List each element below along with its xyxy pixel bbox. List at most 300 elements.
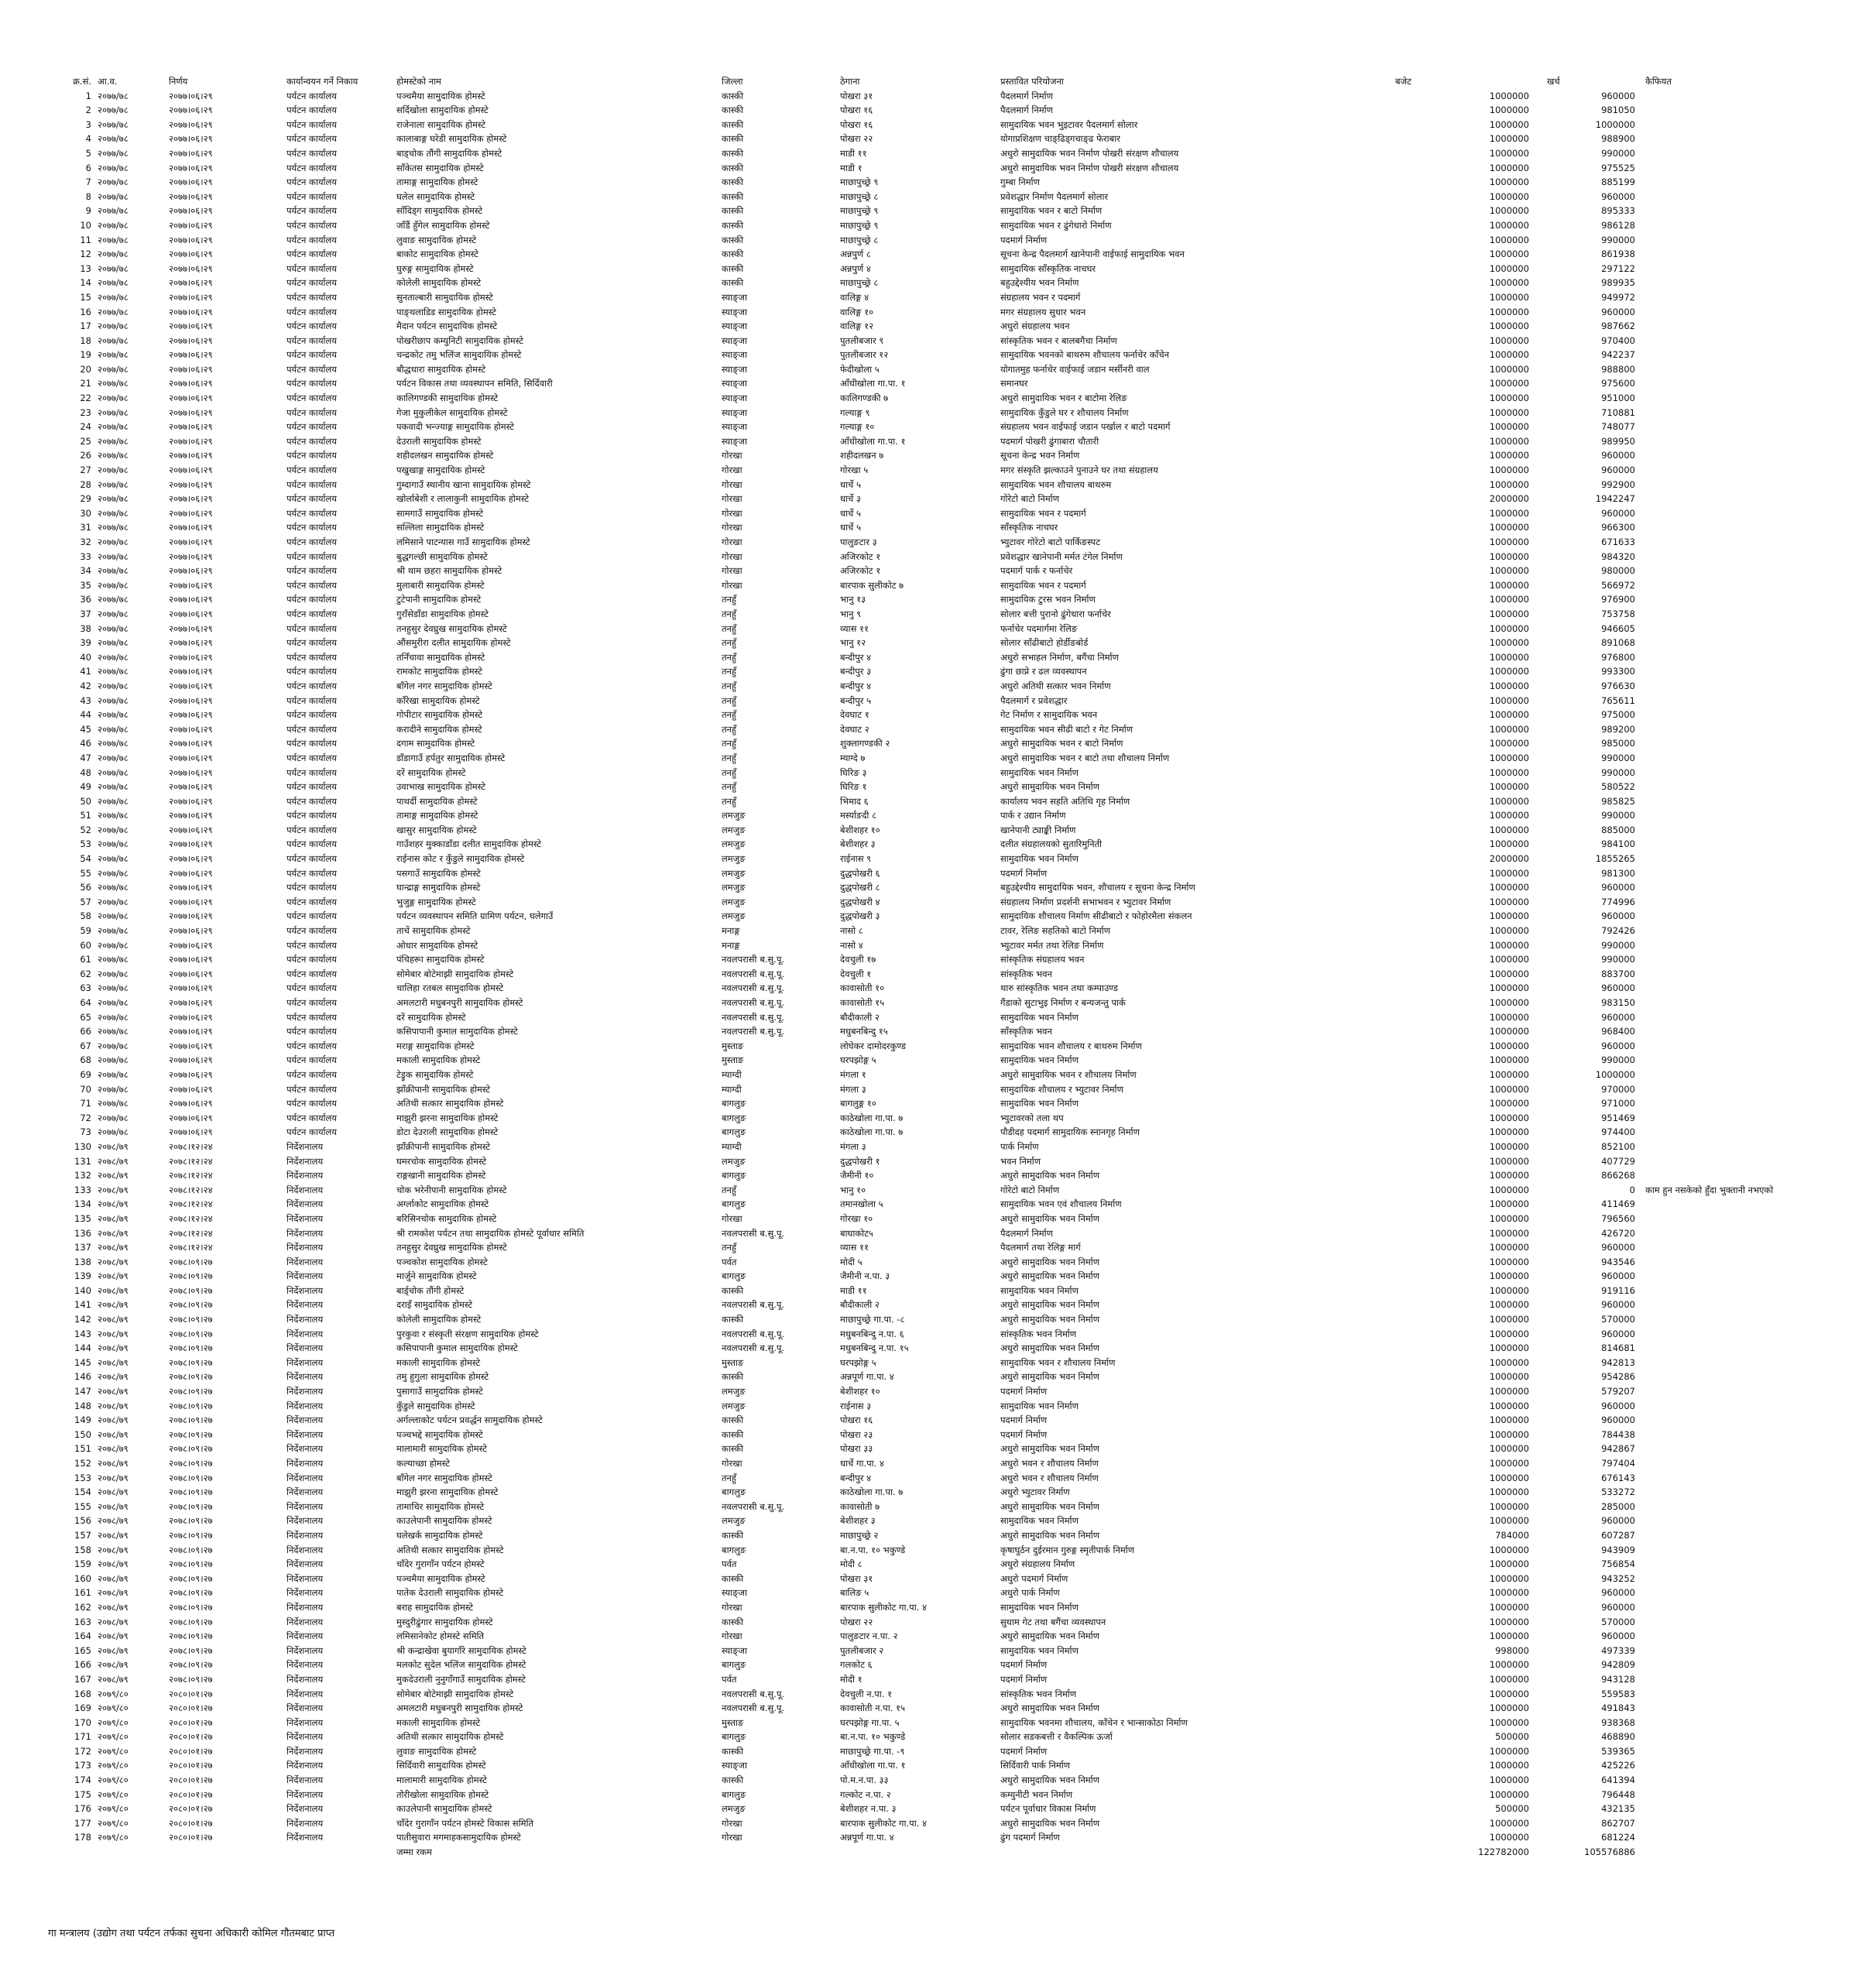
cell-homestay-name: कुँडुले सामुदायिक होमस्टे [396, 1400, 475, 1411]
cell-address: बन्दीपुर ४ [840, 1472, 872, 1483]
cell-fiscal-year: २०७७/७८ [98, 579, 129, 591]
cell-fiscal-year: २०७७/७८ [98, 968, 129, 979]
cell-fiscal-year: २०७७/७८ [98, 982, 129, 994]
cell-implementing-agency: पर्यटन कार्यालय [286, 968, 337, 979]
cell-fiscal-year: २०७७/७८ [98, 234, 129, 245]
cell-project: योगाप्रशिक्षण चाङ्ढिड्गचाङ्ढ फेराबार [1000, 133, 1120, 145]
cell-project: अधुरो सामुदायिक भवन निर्माण [1000, 1443, 1100, 1455]
cell-fiscal-year: २०७७/७८ [98, 882, 129, 893]
cell-budget: 1000000 [1489, 1775, 1529, 1786]
cell-district: तनहुँ [722, 795, 737, 807]
cell-fiscal-year: २०७८/७९ [98, 1559, 129, 1570]
table-row [46, 434, 1827, 449]
cell-decision-date: २०७७।०६।२९ [169, 90, 213, 101]
cell-district: कास्की [722, 190, 744, 202]
cell-implementing-agency: पर्यटन कार्यालय [286, 723, 337, 735]
cell-fiscal-year: २०७८/७९ [98, 1572, 129, 1584]
cell-implementing-agency: निर्देशनालय [286, 1601, 324, 1613]
cell-homestay-name: अमलटारी मधुबनपुरी सामुदायिक होमस्टे [396, 1703, 523, 1714]
cell-project: सांस्कृतिक संग्रहालय भवन [1000, 954, 1085, 965]
cell-fiscal-year: २०७७/७८ [98, 1054, 129, 1066]
cell-project: अधुरो सामुदायिक भवन र बाटोमा रेलिङ [1000, 393, 1127, 404]
cell-address: गल्याङ्ग १० [840, 421, 875, 433]
cell-homestay-name: पकवादी भन्ज्याङ्ग सामुदायिक होमस्टे [396, 421, 514, 433]
cell-address: धार्चे गा.पा. ४ [840, 1458, 884, 1469]
table-row [46, 981, 1827, 996]
cell-project: मगर संग्रहालय सुधार भवन [1000, 306, 1086, 317]
table-row [46, 1140, 1827, 1154]
cell-budget: 1000000 [1489, 766, 1529, 778]
cell-address: बालिङ ५ [840, 1587, 869, 1599]
table-row [46, 305, 1827, 320]
cell-address: माछापुच्छ्रे ९ [840, 177, 879, 188]
table-row [46, 1471, 1827, 1486]
cell-fiscal-year: २०७८/७९ [98, 1616, 129, 1627]
cell-homestay-name: भुजुङ्ग सामुदायिक होमस्टे [396, 896, 476, 907]
cell-project: पदमार्ग पोखरी ढुंगाबारा चौतारी [1000, 435, 1099, 447]
cell-implementing-agency: पर्यटन कार्यालय [286, 334, 337, 346]
cell-district: तनहुँ [722, 694, 737, 706]
cell-address: जैमीनी १० [840, 1170, 874, 1181]
table-row [46, 607, 1827, 622]
cell-serial: 27 [80, 465, 91, 476]
cell-project: पदमार्ग निर्माण [1000, 1386, 1048, 1397]
cell-expense: 943546 [1601, 1256, 1635, 1267]
cell-fiscal-year: २०७७/७८ [98, 1068, 129, 1080]
cell-expense: 990000 [1601, 147, 1635, 159]
cell-expense: 988800 [1601, 363, 1635, 375]
cell-implementing-agency: निर्देशनालय [286, 1544, 324, 1555]
table-row [46, 1816, 1827, 1831]
cell-expense: 946605 [1601, 622, 1635, 634]
cell-district: लमजुङ [722, 1515, 746, 1527]
cell-decision-date: २०७८।०९।२७ [169, 1472, 213, 1483]
cell-address: म्याग्दे ७ [840, 752, 866, 763]
cell-serial: 47 [80, 752, 91, 763]
table-row [46, 1024, 1827, 1039]
table-row [46, 1701, 1827, 1716]
cell-serial: 67 [80, 1040, 91, 1051]
total-row [46, 1845, 1827, 1860]
cell-address: काठेखोला गा.पा. ७ [840, 1486, 904, 1498]
cell-decision-date: २०७७।०६।२९ [169, 393, 213, 404]
cell-implementing-agency: पर्यटन कार्यालय [286, 205, 337, 217]
cell-address: पोखरा २२ [840, 133, 873, 145]
cell-expense: 641394 [1601, 1775, 1635, 1786]
cell-implementing-agency: निर्देशनालय [286, 1328, 324, 1339]
header-decision: निर्णय [169, 76, 188, 87]
cell-fiscal-year: २०७९/८० [98, 1803, 129, 1815]
cell-project: सूचना केन्द्र भवन निर्माण [1000, 450, 1080, 461]
cell-decision-date: २०७७।०६।२९ [169, 277, 213, 289]
cell-implementing-agency: पर्यटन कार्यालय [286, 219, 337, 231]
cell-project: सामुदायिक भवन निर्माण [1000, 1601, 1079, 1613]
cell-serial: 43 [80, 694, 91, 706]
cell-decision-date: २०७८।०९।२७ [169, 1414, 213, 1426]
cell-decision-date: २०७७।०६।२९ [169, 1126, 213, 1138]
cell-address: तमानखोला ५ [840, 1198, 883, 1210]
cell-address: पोखरा १६ [840, 105, 873, 116]
cell-district: स्याङ्जा [722, 306, 747, 317]
cell-district: कास्की [722, 205, 744, 217]
table-row [46, 1428, 1827, 1442]
cell-decision-date: २०७७।०६।२९ [169, 752, 213, 763]
cell-project: सामुदायिक भवन निर्माण [1000, 766, 1079, 778]
cell-implementing-agency: पर्यटन कार्यालय [286, 306, 337, 317]
cell-serial: 145 [74, 1356, 91, 1368]
cell-fiscal-year: २०७७/७८ [98, 277, 129, 289]
cell-district: स्याङ्जा [722, 1644, 747, 1656]
cell-decision-date: २०७७।०६।२९ [169, 795, 213, 807]
cell-expense: 990000 [1601, 810, 1635, 821]
cell-fiscal-year: २०७७/७८ [98, 1083, 129, 1095]
cell-budget: 1000000 [1489, 1011, 1529, 1023]
cell-decision-date: २०७७।०६।२९ [169, 234, 213, 245]
cell-implementing-agency: पर्यटन कार्यालय [286, 435, 337, 447]
cell-budget: 1000000 [1489, 1760, 1529, 1771]
cell-budget: 1000000 [1489, 478, 1529, 490]
cell-district: नवलपरासी ब.सु.पू. [722, 1342, 785, 1354]
cell-homestay-name: कोलेली सामुदायिक होमस्टे [396, 1314, 482, 1325]
cell-serial: 31 [80, 522, 91, 533]
cell-address: माडी ११ [840, 1284, 867, 1296]
cell-decision-date: २०७८।०९।२७ [169, 1386, 213, 1397]
cell-project: पदमार्ग निर्माण [1000, 1673, 1048, 1685]
cell-fiscal-year: २०७७/७८ [98, 666, 129, 677]
cell-serial: 156 [74, 1515, 91, 1527]
cell-budget: 1000000 [1489, 1673, 1529, 1685]
table-row [46, 722, 1827, 737]
cell-fiscal-year: २०७८/७९ [98, 1414, 129, 1426]
table-row [46, 1255, 1827, 1270]
cell-fiscal-year: २०७९/८० [98, 1703, 129, 1714]
cell-decision-date: २०७७।०६।२९ [169, 1098, 213, 1109]
cell-expense: 960000 [1601, 90, 1635, 101]
cell-project: सामुदायिक भवन निर्माण [1000, 1284, 1079, 1296]
cell-expense: 797404 [1601, 1458, 1635, 1469]
cell-district: तनहुँ [722, 608, 737, 619]
cell-homestay-name: श्री कन्द्राखेवा बुयागाँरे सामुदायिक होमस्टे [396, 1644, 526, 1656]
cell-serial: 1 [85, 90, 91, 101]
cell-district: तनहुँ [722, 752, 737, 763]
cell-district: गोरखा [722, 1212, 743, 1224]
cell-expense: 960000 [1601, 1242, 1635, 1253]
cell-address: पोखरा ३१ [840, 90, 873, 101]
cell-serial: 23 [80, 406, 91, 418]
cell-budget: 998000 [1495, 1644, 1529, 1656]
cell-homestay-name: तनहुसुर देवघ्रुख सामुदायिक होमस्टे [396, 1242, 507, 1253]
cell-fiscal-year: २०७८/७९ [98, 1515, 129, 1527]
cell-budget: 1000000 [1489, 738, 1529, 749]
table-row [46, 1528, 1827, 1543]
cell-homestay-name: राईनास कोट र कुँडुले सामुदायिक होमस्टे [396, 853, 525, 865]
cell-expense: 943128 [1601, 1673, 1635, 1685]
cell-decision-date: २०७७।०६।२९ [169, 249, 213, 260]
table-row [46, 319, 1827, 334]
source-note: गा मन्त्रालय (उद्योग तथा पर्यटन तर्फका सुचना अधिकारी कोमिल गौतमबाट प्राप्त [48, 1928, 335, 1939]
cell-district: स्याङ्जा [722, 435, 747, 447]
cell-address: बा.न.पा. १० भकुण्डे [840, 1544, 906, 1555]
cell-address: आँधीखोला गा.पा. १ [840, 1760, 906, 1771]
cell-district: बागलुङ [722, 1126, 746, 1138]
cell-address: देवचुली न.पा. १ [840, 1688, 893, 1699]
cell-decision-date: २०७७।०६।२९ [169, 637, 213, 649]
cell-district: स्याङ्जा [722, 406, 747, 418]
cell-expense: 491843 [1601, 1703, 1635, 1714]
cell-project: अधुरो सामुदायिक भवन र बाटो निर्माण [1000, 738, 1123, 749]
cell-decision-date: २०७७।०६।२९ [169, 205, 213, 217]
cell-address: पोखरा २२ [840, 1616, 873, 1627]
cell-project: सामुदायिक भवनको बाथरुम शौचालय फर्नाचेर काँचेन [1000, 349, 1170, 361]
cell-expense: 976900 [1601, 594, 1635, 605]
cell-fiscal-year: २०७७/७८ [98, 954, 129, 965]
cell-homestay-name: लमिसाने पाटन्यास गाउँ सामुदायिक होमस्टे [396, 537, 530, 547]
cell-address: घरपझोङ्ग ५ [840, 1356, 876, 1368]
cell-homestay-name: अर्ग्लाकोट सामुदायिक होमस्टे [396, 1198, 489, 1210]
cell-budget: 1000000 [1489, 1659, 1529, 1671]
cell-fiscal-year: २०७७/७८ [98, 550, 129, 562]
cell-decision-date: २०७८।०९।२७ [169, 1673, 213, 1685]
cell-district: गोरखा [722, 550, 743, 562]
cell-implementing-agency: निर्देशनालय [286, 1703, 324, 1714]
cell-expense: 748077 [1601, 421, 1635, 433]
cell-serial: 39 [80, 637, 91, 649]
table-row [46, 1039, 1827, 1054]
cell-budget: 1000000 [1489, 939, 1529, 951]
cell-fiscal-year: २०७७/७८ [98, 493, 129, 505]
cell-address: मधुबनबिन्दु न.पा. ६ [840, 1328, 904, 1339]
cell-budget: 1000000 [1489, 1256, 1529, 1267]
cell-serial: 173 [74, 1760, 91, 1771]
cell-fiscal-year: २०७८/७९ [98, 1299, 129, 1311]
cell-district: कास्की [722, 1775, 744, 1786]
cell-serial: 9 [85, 205, 91, 217]
cell-expense: 960000 [1601, 982, 1635, 994]
cell-serial: 160 [74, 1572, 91, 1584]
cell-expense: 796560 [1601, 1212, 1635, 1224]
cell-fiscal-year: २०७७/७८ [98, 378, 129, 389]
cell-serial: 13 [80, 262, 91, 274]
cell-decision-date: २०७८।०९।२७ [169, 1572, 213, 1584]
cell-serial: 29 [80, 493, 91, 505]
cell-serial: 172 [74, 1745, 91, 1757]
cell-budget: 1000000 [1489, 1040, 1529, 1051]
cell-fiscal-year: २०७९/८० [98, 1716, 129, 1728]
cell-serial: 138 [74, 1256, 91, 1267]
header-address: ठेगाना [840, 76, 860, 87]
cell-implementing-agency: निर्देशनालय [286, 1356, 324, 1368]
cell-serial: 175 [74, 1788, 91, 1800]
table-row [46, 362, 1827, 377]
table-row [46, 1068, 1827, 1082]
cell-project: पैदलमार्ग निर्माण [1000, 1227, 1053, 1239]
cell-decision-date: २०८०।०१।२७ [169, 1775, 213, 1786]
table-row [46, 1197, 1827, 1212]
cell-district: लमजुङ [722, 1155, 746, 1167]
cell-project: सामुदायिक भवन र शौचालय निर्माण [1000, 1356, 1116, 1368]
cell-expense: 753758 [1601, 608, 1635, 619]
cell-homestay-name: बरिसिनचोक सामुदायिक होमस्टे [396, 1212, 497, 1224]
cell-project: सांस्कृतिक भवन निर्माण [1000, 1328, 1077, 1339]
cell-homestay-name: खोर्लाबेशी र लालाकुनी सामुदायिक होमस्टे [396, 493, 530, 505]
cell-implementing-agency: पर्यटन कार्यालय [286, 1083, 337, 1095]
cell-address: माछापुच्छ्रे ८ [840, 277, 879, 289]
cell-decision-date: २०७७।०६।२९ [169, 896, 213, 907]
cell-budget: 1000000 [1489, 997, 1529, 1008]
cell-address: दुद्धपोखरी ८ [840, 882, 880, 893]
cell-expense: 559583 [1601, 1688, 1635, 1699]
cell-budget: 1000000 [1489, 1428, 1529, 1440]
cell-fiscal-year: २०७७/७८ [98, 478, 129, 490]
cell-implementing-agency: पर्यटन कार्यालय [286, 1126, 337, 1138]
cell-address: बेशीशहर ३ [840, 838, 876, 850]
table-row [46, 175, 1827, 190]
table-row [46, 909, 1827, 924]
cell-serial: 130 [74, 1140, 91, 1152]
cell-budget: 1000000 [1489, 1486, 1529, 1498]
table-row [46, 1384, 1827, 1399]
cell-implementing-agency: निर्देशनालय [286, 1659, 324, 1671]
cell-address: घिरिङ १ [840, 781, 867, 793]
cell-homestay-name: औंसमुरीरा दलीत सामुदायिक होमस्टे [396, 637, 511, 649]
header-serial: क्र.सं. [73, 76, 91, 87]
table-row [46, 204, 1827, 218]
cell-implementing-agency: पर्यटन कार्यालय [286, 550, 337, 562]
cell-serial: 32 [80, 537, 91, 547]
cell-serial: 148 [74, 1400, 91, 1411]
cell-expense: 579207 [1601, 1386, 1635, 1397]
cell-serial: 3 [85, 118, 91, 130]
cell-expense: 891068 [1601, 637, 1635, 649]
cell-budget: 1000000 [1489, 465, 1529, 476]
cell-district: कास्की [722, 177, 744, 188]
cell-district: गोरखा [722, 1458, 743, 1469]
cell-implementing-agency: निर्देशनालय [286, 1832, 324, 1843]
table-row [46, 592, 1827, 607]
cell-fiscal-year: २०७७/७८ [98, 262, 129, 274]
cell-fiscal-year: २०७७/७८ [98, 709, 129, 721]
cell-serial: 150 [74, 1428, 91, 1440]
cell-address: मंगला १ [840, 1068, 866, 1080]
cell-expense: 971000 [1601, 1098, 1635, 1109]
cell-expense: 989950 [1601, 435, 1635, 447]
cell-fiscal-year: २०७७/७८ [98, 896, 129, 907]
cell-budget: 1000000 [1489, 1703, 1529, 1714]
cell-homestay-name: काउलेपानी सामुदायिक होमस्टे [396, 1515, 492, 1527]
cell-expense: 580522 [1601, 781, 1635, 793]
cell-address: पोखरा १६ [840, 118, 873, 130]
table-row [46, 636, 1827, 650]
table-row [46, 1284, 1827, 1298]
cell-district: मनाङ्ग [722, 939, 740, 951]
cell-district: मुस्ताङ [722, 1054, 744, 1066]
cell-expense: 975600 [1601, 378, 1635, 389]
cell-fiscal-year: २०७८/७९ [98, 1371, 129, 1383]
cell-serial: 171 [74, 1731, 91, 1743]
table-row [46, 895, 1827, 910]
cell-homestay-name: अतिथी सत्कार सामुदायिक होमस्टे [396, 1098, 504, 1109]
cell-decision-date: २०८०।०१।२७ [169, 1716, 213, 1728]
cell-implementing-agency: पर्यटन कार्यालय [286, 262, 337, 274]
cell-district: गोरखा [722, 522, 743, 533]
cell-budget: 1000000 [1489, 910, 1529, 922]
cell-district: स्याङ्जा [722, 349, 747, 361]
cell-district: म्याग्दी [722, 1140, 742, 1152]
cell-implementing-agency: पर्यटन कार्यालय [286, 190, 337, 202]
cell-serial: 66 [80, 1026, 91, 1037]
cell-implementing-agency: पर्यटन कार्यालय [286, 608, 337, 619]
cell-budget: 1000000 [1489, 1500, 1529, 1512]
cell-budget: 1000000 [1489, 177, 1529, 188]
cell-serial: 17 [80, 321, 91, 332]
cell-district: तनहुँ [722, 622, 737, 634]
cell-project: पदमार्ग निर्माण [1000, 867, 1048, 879]
cell-implementing-agency: निर्देशनालय [286, 1559, 324, 1570]
cell-decision-date: २०७७।०६।२९ [169, 622, 213, 634]
cell-fiscal-year: २०७७/७८ [98, 738, 129, 749]
cell-district: कास्की [722, 105, 744, 116]
cell-fiscal-year: २०७८/७९ [98, 1400, 129, 1411]
cell-serial: 155 [74, 1500, 91, 1512]
table-row [46, 808, 1827, 823]
table-row [46, 1615, 1827, 1630]
cell-decision-date: २०७७।०६।२९ [169, 190, 213, 202]
cell-project: पैदलमार्ग निर्माण [1000, 105, 1053, 116]
cell-project: सांस्कृतिक भवन [1000, 968, 1052, 979]
cell-decision-date: २०८०।०१।२७ [169, 1731, 213, 1743]
cell-fiscal-year: २०७७/७८ [98, 334, 129, 346]
cell-address: व्यास ११ [840, 1242, 869, 1253]
cell-decision-date: २०७८।०९।२७ [169, 1631, 213, 1642]
cell-district: तनहुँ [722, 1242, 737, 1253]
cell-address: वालिङ्ग ४ [840, 291, 869, 303]
cell-expense: 960000 [1601, 1040, 1635, 1051]
cell-implementing-agency: निर्देशनालय [286, 1212, 324, 1224]
cell-implementing-agency: पर्यटन कार्यालय [286, 537, 337, 547]
cell-address: बेशीशहर न.पा. ३ [840, 1803, 897, 1815]
cell-serial: 22 [80, 393, 91, 404]
cell-serial: 16 [80, 306, 91, 317]
cell-decision-date: २०७७।०६।२९ [169, 435, 213, 447]
cell-project: अधुरो सामुदायिक भवन निर्माण [1000, 1256, 1100, 1267]
cell-homestay-name: सुनताल्बारी सामुदायिक होमस्टे [396, 291, 493, 303]
cell-serial: 50 [80, 795, 91, 807]
cell-budget: 1000000 [1489, 1515, 1529, 1527]
cell-project: गोरेटो बाटो निर्माण [1000, 1184, 1060, 1195]
cell-homestay-name: गेजा मुकुलीकेल सामुदायिक होमस्टे [396, 406, 508, 418]
cell-district: नवलपरासी ब.सु.पू. [722, 1227, 785, 1239]
cell-fiscal-year: २०७७/७८ [98, 450, 129, 461]
cell-serial: 10 [80, 219, 91, 231]
table-row [46, 535, 1827, 550]
cell-decision-date: २०७८।०९।२७ [169, 1328, 213, 1339]
cell-implementing-agency: निर्देशनालय [286, 1587, 324, 1599]
cell-budget: 1000000 [1489, 1270, 1529, 1282]
cell-fiscal-year: २०७८/७९ [98, 1443, 129, 1455]
cell-homestay-name: दगाम सामुदायिक होमस्टे [396, 738, 475, 749]
cell-implementing-agency: पर्यटन कार्यालय [286, 507, 337, 519]
cell-district: तनहुँ [722, 723, 737, 735]
cell-serial: 60 [80, 939, 91, 951]
cell-homestay-name: पुसागाउँ सामुदायिक होमस्टे [396, 1386, 483, 1397]
cell-project: अधुरो सामुदायिक भवन निर्माण [1000, 1342, 1100, 1354]
cell-budget: 1000000 [1489, 1314, 1529, 1325]
cell-fiscal-year: २०७७/७८ [98, 1026, 129, 1037]
cell-implementing-agency: निर्देशनालय [286, 1386, 324, 1397]
header-expense: खर्च [1547, 76, 1560, 87]
cell-serial: 57 [80, 896, 91, 907]
cell-serial: 147 [74, 1386, 91, 1397]
